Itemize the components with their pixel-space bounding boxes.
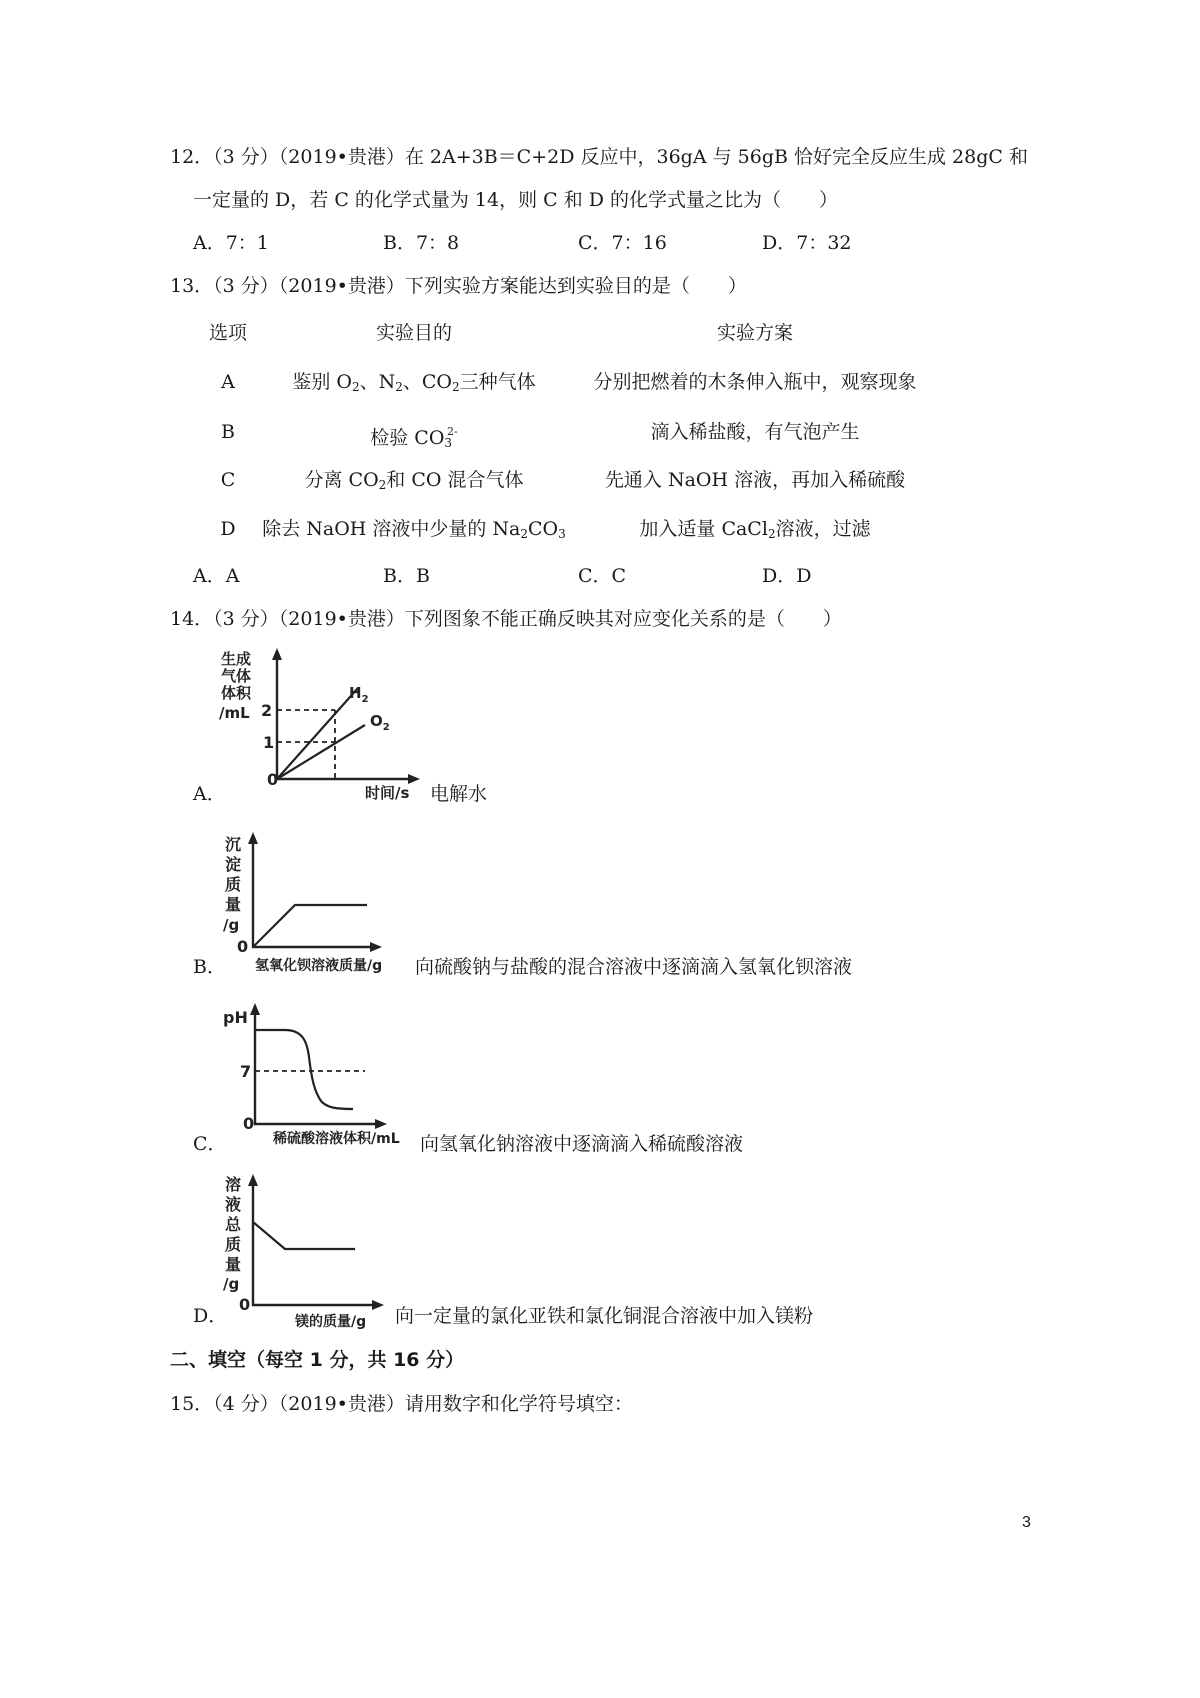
- graph-a-x-arrow: [408, 774, 420, 784]
- table-header-goal: 实验目的: [375, 322, 453, 344]
- graph-b: [215, 820, 415, 975]
- row-plan: 滴入稀盐酸，有气泡产生: [650, 421, 860, 443]
- graph-d-axes: [253, 1180, 377, 1305]
- graph-b-ylabel-3: 质: [225, 875, 242, 894]
- row-goal: 除去 NaOH 溶液中少量的 $Na_2CO_3$: [262, 518, 566, 541]
- graph-d-ylabel-6: /g: [223, 1275, 240, 1293]
- row-goal: 鉴别 $O_2$、$N_2$、$CO_2$三种气体: [292, 371, 536, 394]
- graph-b-curve: [253, 905, 367, 947]
- q14-choice-c-letter: C．: [193, 1133, 227, 1155]
- section-heading: 二、填空（每空 1 分，共 16 分）: [170, 1349, 465, 1371]
- graph-a-o2-line: [277, 725, 365, 779]
- graph-d-xlabel: 镁的质量/g: [295, 1314, 367, 1330]
- graph-a-series-o2: $O_2$: [370, 712, 390, 733]
- graph-a-xlabel: 时间/s: [365, 784, 410, 802]
- row-plan: 加入适量 CaCl$_2$溶液，过滤: [639, 518, 871, 541]
- q13-option-d: D．D: [762, 565, 812, 587]
- graph-c-ytick-7: 7: [240, 1062, 252, 1081]
- graph-a-h2-line: [277, 688, 358, 779]
- q14-choice-a-desc: 电解水: [430, 783, 488, 805]
- graph-a-origin: 0: [267, 770, 279, 789]
- q13-option-c: C．C: [578, 565, 627, 587]
- graph-d-ylabel-3: 总: [225, 1215, 242, 1234]
- table-header-plan: 实验方案: [716, 322, 794, 344]
- graph-d-ylabel-1: 溶: [225, 1175, 242, 1194]
- q13-stem: 13．（3 分）（2019•贵港）下列实验方案能达到实验目的是（ ）: [170, 275, 747, 297]
- graph-d: [215, 1168, 415, 1328]
- graph-c-ylabel: pH: [223, 1008, 248, 1027]
- graph-c-xlabel: 稀硫酸溶液体积/mL: [273, 1131, 400, 1147]
- graph-a-ylabel-2: 气体: [221, 667, 252, 685]
- q12-option-c: C．7：16: [578, 232, 667, 254]
- graph-b-ylabel-1: 沉: [225, 835, 242, 854]
- graph-c: [215, 997, 420, 1147]
- graph-c-curve: [255, 1030, 353, 1109]
- q14-choice-b-desc: 向硫酸钠与盐酸的混合溶液中逐滴滴入氢氧化钡溶液: [415, 956, 853, 978]
- graph-b-xlabel: 氢氧化钡溶液质量/g: [255, 958, 383, 974]
- q12-option-d: D．7：32: [762, 232, 852, 254]
- q14-choice-c-desc: 向氢氧化钠溶液中逐滴滴入稀硫酸溶液: [420, 1133, 744, 1155]
- row-option: A: [221, 371, 235, 393]
- graph-a-ylabel-4: /mL: [219, 704, 250, 722]
- row-option: B: [221, 421, 235, 443]
- graph-a-ytick-1: 1: [263, 733, 275, 752]
- graph-b-ylabel-2: 淀: [225, 855, 242, 874]
- graph-a-y-arrow: [272, 648, 282, 660]
- q13-option-b: B．B: [383, 565, 430, 587]
- graph-a-ylabel-3: 体积: [221, 684, 252, 702]
- graph-d-ylabel-2: 液: [225, 1195, 242, 1214]
- graph-a-axes: [277, 654, 413, 779]
- q12-option-b: B．7：8: [383, 232, 460, 254]
- graph-b-ylabel-5: /g: [223, 916, 240, 934]
- table-header-option: 选项: [208, 322, 248, 344]
- row-option: C: [220, 469, 236, 491]
- graph-b-x-arrow: [370, 942, 382, 952]
- q14-choice-b-letter: B．: [193, 956, 226, 978]
- graph-c-y-arrow: [250, 1003, 260, 1015]
- graph-b-ylabel-4: 量: [225, 895, 242, 914]
- graph-a: [215, 648, 430, 803]
- q14-choice-d-letter: D．: [193, 1305, 228, 1327]
- graph-c-axes: [255, 1011, 380, 1124]
- graph-a-series-h2: $H_2$: [349, 684, 369, 705]
- graph-d-x-arrow: [372, 1300, 384, 1310]
- graph-d-y-arrow: [248, 1174, 258, 1186]
- graph-c-x-arrow: [375, 1119, 387, 1129]
- row-option: D: [220, 518, 236, 540]
- page-number: 3: [1022, 1514, 1031, 1531]
- q12-stem-line2: 一定量的 D，若 C 的化学式量为 14，则 C 和 D 的化学式量之比为（ ）: [193, 189, 839, 211]
- q14-choice-a-letter: A．: [193, 783, 226, 805]
- graph-a-ytick-2: 2: [261, 701, 273, 720]
- row-plan: 分别把燃着的木条伸入瓶中，观察现象: [593, 371, 917, 393]
- graph-c-origin: 0: [243, 1114, 255, 1133]
- q14-choice-d-desc: 向一定量的氯化亚铁和氯化铜混合溶液中加入镁粉: [395, 1305, 814, 1327]
- graph-b-axes: [253, 838, 375, 947]
- graph-d-origin: 0: [239, 1295, 251, 1314]
- graph-d-curve: [253, 1222, 355, 1249]
- q12-option-a: A．7：1: [193, 232, 269, 254]
- row-plan: 先通入 NaOH 溶液，再加入稀硫酸: [604, 469, 906, 491]
- q14-stem: 14．（3 分）（2019•贵港）下列图象不能正确反映其对应变化关系的是（ ）: [170, 608, 842, 630]
- graph-b-y-arrow: [248, 832, 258, 844]
- q12-stem-line1: 12．（3 分）（2019•贵港）在 2A+3B＝C+2D 反应中，36gA 与 56gB 恰好完全反应生成 28gC 和: [170, 146, 1028, 168]
- graph-a-ylabel-1: 生成: [221, 650, 252, 668]
- graph-d-ylabel-4: 质: [225, 1235, 242, 1254]
- graph-d-ylabel-5: 量: [225, 1255, 242, 1274]
- graph-b-origin: 0: [237, 937, 249, 956]
- q15-stem: 15．（4 分）（2019•贵港）请用数字和化学符号填空：: [170, 1393, 633, 1415]
- row-goal: 检验 $CO_3^{2-}$: [370, 425, 458, 450]
- row-goal: 分离 $CO_2$和 CO 混合气体: [304, 469, 524, 492]
- q13-option-a: A．A: [193, 565, 240, 587]
